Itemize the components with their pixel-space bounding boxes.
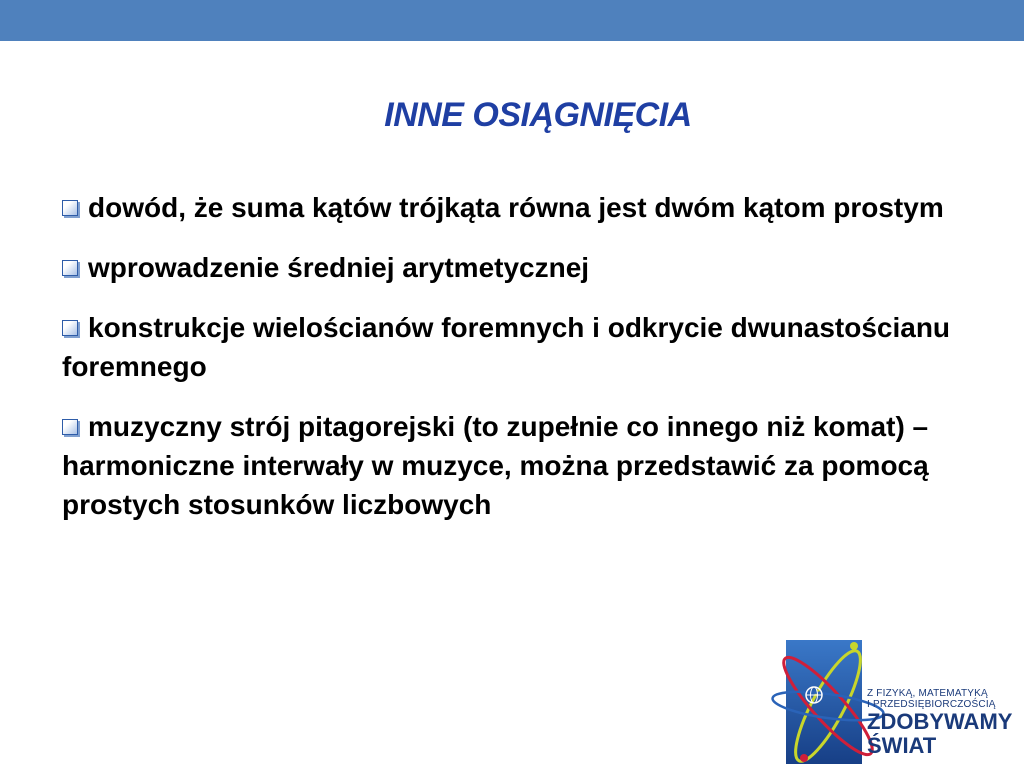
- project-logo: [768, 622, 1024, 768]
- list-item: [62, 308, 962, 386]
- list-item: [62, 188, 962, 227]
- logo-wordmark: [867, 710, 1012, 758]
- list-item: [62, 407, 962, 524]
- logo-wordmark-line: ŚWIAT: [867, 733, 937, 758]
- bullet-text: dowód, że suma kątów trójkąta równa jest dwóm kątom prostym: [88, 192, 944, 223]
- square-bullet-icon: [62, 260, 78, 276]
- slide-title: INNE OSIĄGNIĘCIA: [384, 96, 692, 134]
- logo-tagline-line: I PRZEDSIĘBIORCZOŚCIĄ: [867, 699, 996, 710]
- square-bullet-icon: [62, 320, 78, 336]
- logo-wordmark-line: ZDOBYWAMY: [867, 709, 1013, 734]
- logo-tagline: [867, 688, 996, 710]
- bullet-text: konstrukcje wielościanów foremnych i odkrycie dwunastościanu foremnego: [62, 312, 951, 382]
- logo-tagline-line: Z FIZYKĄ, MATEMATYKĄ: [867, 688, 988, 699]
- square-bullet-icon: [62, 419, 78, 435]
- bullet-text: muzyczny strój pitagorejski (to zupełnie co innego niż komat) – harmoniczne interwały w muzyce, można przedstawić za pomocą prostych stosunków liczbowych: [62, 411, 929, 520]
- square-bullet-icon: [62, 200, 78, 216]
- bullet-text: wprowadzenie średniej arytmetycznej: [88, 252, 590, 283]
- list-item: [62, 248, 962, 287]
- top-accent-bar: [0, 0, 1024, 41]
- bullet-list: [62, 188, 962, 545]
